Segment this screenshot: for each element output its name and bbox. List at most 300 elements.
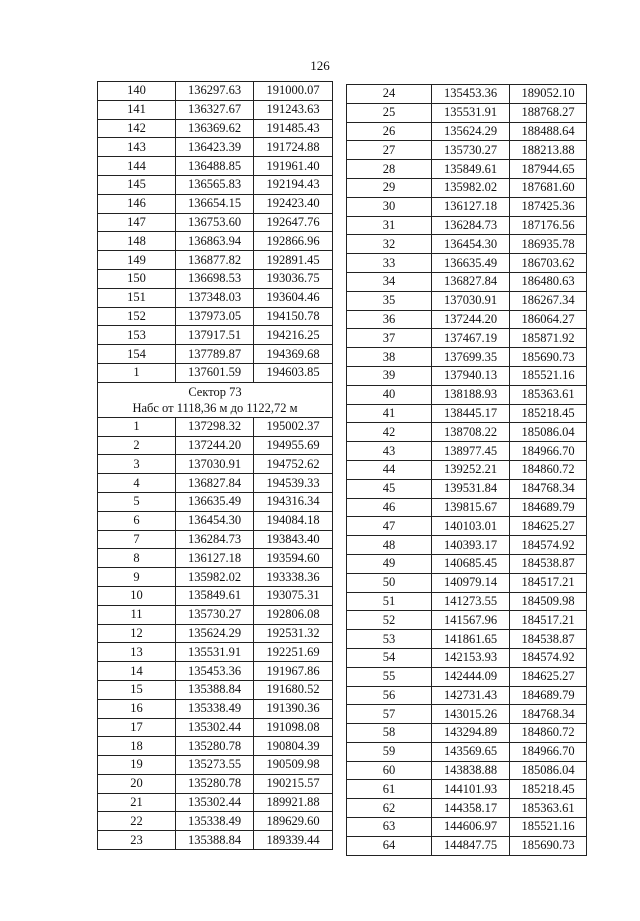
table-row bbox=[347, 254, 587, 273]
point-number-cell: 149 bbox=[98, 251, 176, 270]
x-coordinate-cell: 136654.15 bbox=[176, 194, 254, 213]
table-row bbox=[347, 761, 587, 780]
point-number-cell: 34 bbox=[347, 272, 432, 291]
table-row bbox=[347, 686, 587, 705]
point-number-cell: 26 bbox=[347, 122, 432, 141]
page-number: 126 bbox=[310, 58, 330, 73]
point-number-cell: 141 bbox=[98, 100, 176, 119]
table-row bbox=[98, 511, 333, 530]
y-coordinate-cell: 184860.72 bbox=[510, 460, 587, 479]
y-coordinate-cell: 184625.27 bbox=[510, 667, 587, 686]
table-row bbox=[347, 178, 587, 197]
point-number-cell: 145 bbox=[98, 175, 176, 194]
y-coordinate-cell: 193036.75 bbox=[254, 269, 333, 288]
point-number-cell: 60 bbox=[347, 761, 432, 780]
table-row bbox=[347, 799, 587, 818]
table-row bbox=[98, 175, 333, 194]
x-coordinate-cell: 140685.45 bbox=[432, 554, 510, 573]
y-coordinate-cell: 187944.65 bbox=[510, 160, 587, 179]
table-row bbox=[98, 812, 333, 831]
x-coordinate-cell: 138708.22 bbox=[432, 423, 510, 442]
y-coordinate-cell: 188213.88 bbox=[510, 141, 587, 160]
table-row bbox=[98, 662, 333, 681]
x-coordinate-cell: 142153.93 bbox=[432, 648, 510, 667]
x-coordinate-cell: 136635.49 bbox=[176, 492, 254, 511]
x-coordinate-cell: 144358.17 bbox=[432, 799, 510, 818]
point-number-cell: 24 bbox=[347, 85, 432, 104]
x-coordinate-cell: 135730.27 bbox=[176, 605, 254, 624]
point-number-cell: 13 bbox=[98, 643, 176, 662]
x-coordinate-cell: 144847.75 bbox=[432, 836, 510, 855]
point-number-cell: 153 bbox=[98, 326, 176, 345]
table-row bbox=[347, 122, 587, 141]
x-coordinate-cell: 135338.49 bbox=[176, 699, 254, 718]
table-row bbox=[98, 251, 333, 270]
table-row bbox=[347, 780, 587, 799]
point-number-cell: 150 bbox=[98, 269, 176, 288]
x-coordinate-cell: 135531.91 bbox=[176, 643, 254, 662]
table-row bbox=[98, 345, 333, 364]
y-coordinate-cell: 193338.36 bbox=[254, 568, 333, 587]
point-number-cell: 38 bbox=[347, 348, 432, 367]
table-row bbox=[98, 436, 333, 455]
table-row bbox=[347, 216, 587, 235]
point-number-cell: 33 bbox=[347, 254, 432, 273]
point-number-cell: 43 bbox=[347, 442, 432, 461]
y-coordinate-cell: 195002.37 bbox=[254, 417, 333, 436]
x-coordinate-cell: 137348.03 bbox=[176, 288, 254, 307]
point-number-cell: 144 bbox=[98, 157, 176, 176]
x-coordinate-cell: 140393.17 bbox=[432, 536, 510, 555]
y-coordinate-cell: 187425.36 bbox=[510, 197, 587, 216]
x-coordinate-cell: 137298.32 bbox=[176, 417, 254, 436]
table-row bbox=[98, 643, 333, 662]
table-row bbox=[347, 423, 587, 442]
x-coordinate-cell: 142444.09 bbox=[432, 667, 510, 686]
y-coordinate-cell: 184966.70 bbox=[510, 742, 587, 761]
y-coordinate-cell: 191390.36 bbox=[254, 699, 333, 718]
point-number-cell: 35 bbox=[347, 291, 432, 310]
y-coordinate-cell: 184509.98 bbox=[510, 592, 587, 611]
table-row bbox=[347, 291, 587, 310]
x-coordinate-cell: 136753.60 bbox=[176, 213, 254, 232]
table-row bbox=[98, 157, 333, 176]
x-coordinate-cell: 136565.83 bbox=[176, 175, 254, 194]
y-coordinate-cell: 186703.62 bbox=[510, 254, 587, 273]
x-coordinate-cell: 141567.96 bbox=[432, 611, 510, 630]
y-coordinate-cell: 193075.31 bbox=[254, 586, 333, 605]
x-coordinate-cell: 137601.59 bbox=[176, 363, 254, 382]
table-row bbox=[347, 348, 587, 367]
y-coordinate-cell: 190804.39 bbox=[254, 737, 333, 756]
point-number-cell: 20 bbox=[98, 774, 176, 793]
x-coordinate-cell: 143838.88 bbox=[432, 761, 510, 780]
y-coordinate-cell: 184517.21 bbox=[510, 611, 587, 630]
x-coordinate-cell: 136454.30 bbox=[176, 511, 254, 530]
x-coordinate-cell: 137917.51 bbox=[176, 326, 254, 345]
point-number-cell: 57 bbox=[347, 705, 432, 724]
point-number-cell: 45 bbox=[347, 479, 432, 498]
table-row bbox=[347, 103, 587, 122]
y-coordinate-cell: 185871.92 bbox=[510, 329, 587, 348]
y-coordinate-cell: 186064.27 bbox=[510, 310, 587, 329]
y-coordinate-cell: 192531.32 bbox=[254, 624, 333, 643]
point-number-cell: 4 bbox=[98, 474, 176, 493]
table-row bbox=[347, 310, 587, 329]
table-row bbox=[347, 630, 587, 649]
y-coordinate-cell: 184574.92 bbox=[510, 536, 587, 555]
table-row bbox=[347, 85, 587, 104]
y-coordinate-cell: 192891.45 bbox=[254, 251, 333, 270]
x-coordinate-cell: 135453.36 bbox=[176, 662, 254, 681]
table-row bbox=[347, 592, 587, 611]
x-coordinate-cell: 137467.19 bbox=[432, 329, 510, 348]
table-row bbox=[347, 160, 587, 179]
x-coordinate-cell: 136877.82 bbox=[176, 251, 254, 270]
y-coordinate-cell: 194216.25 bbox=[254, 326, 333, 345]
point-number-cell: 29 bbox=[347, 178, 432, 197]
y-coordinate-cell: 191485.43 bbox=[254, 119, 333, 138]
x-coordinate-cell: 135453.36 bbox=[432, 85, 510, 104]
y-coordinate-cell: 189339.44 bbox=[254, 831, 333, 850]
point-number-cell: 50 bbox=[347, 573, 432, 592]
point-number-cell: 53 bbox=[347, 630, 432, 649]
table-row bbox=[347, 648, 587, 667]
y-coordinate-cell: 192251.69 bbox=[254, 643, 333, 662]
table-row bbox=[98, 288, 333, 307]
point-number-cell: 23 bbox=[98, 831, 176, 850]
table-row bbox=[347, 235, 587, 254]
y-coordinate-cell: 194539.33 bbox=[254, 474, 333, 493]
x-coordinate-cell: 141273.55 bbox=[432, 592, 510, 611]
x-coordinate-cell: 135624.29 bbox=[176, 624, 254, 643]
y-coordinate-cell: 184689.79 bbox=[510, 686, 587, 705]
table-row bbox=[347, 554, 587, 573]
point-number-cell: 61 bbox=[347, 780, 432, 799]
table-row bbox=[98, 269, 333, 288]
table-row bbox=[347, 404, 587, 423]
x-coordinate-cell: 136127.18 bbox=[176, 549, 254, 568]
point-number-cell: 56 bbox=[347, 686, 432, 705]
point-number-cell: 62 bbox=[347, 799, 432, 818]
x-coordinate-cell: 136863.94 bbox=[176, 232, 254, 251]
y-coordinate-cell: 192866.96 bbox=[254, 232, 333, 251]
section-title: Сектор 73 bbox=[188, 384, 242, 399]
y-coordinate-cell: 185086.04 bbox=[510, 761, 587, 780]
x-coordinate-cell: 135531.91 bbox=[432, 103, 510, 122]
left-table-top-rows bbox=[98, 82, 333, 383]
x-coordinate-cell: 141861.65 bbox=[432, 630, 510, 649]
table-row bbox=[98, 699, 333, 718]
point-number-cell: 9 bbox=[98, 568, 176, 587]
y-coordinate-cell: 185218.45 bbox=[510, 780, 587, 799]
x-coordinate-cell: 137030.91 bbox=[432, 291, 510, 310]
point-number-cell: 147 bbox=[98, 213, 176, 232]
table-row bbox=[98, 138, 333, 157]
x-coordinate-cell: 136127.18 bbox=[432, 197, 510, 216]
table-row bbox=[347, 705, 587, 724]
y-coordinate-cell: 194316.34 bbox=[254, 492, 333, 511]
y-coordinate-cell: 191961.40 bbox=[254, 157, 333, 176]
x-coordinate-cell: 137244.20 bbox=[432, 310, 510, 329]
table-row bbox=[347, 573, 587, 592]
x-coordinate-cell: 137940.13 bbox=[432, 366, 510, 385]
table-row bbox=[347, 272, 587, 291]
x-coordinate-cell: 136297.63 bbox=[176, 82, 254, 101]
x-coordinate-cell: 136488.85 bbox=[176, 157, 254, 176]
y-coordinate-cell: 185521.16 bbox=[510, 818, 587, 837]
table-row bbox=[98, 831, 333, 850]
point-number-cell: 3 bbox=[98, 455, 176, 474]
section-header-row bbox=[98, 382, 333, 417]
point-number-cell: 54 bbox=[347, 648, 432, 667]
table-row bbox=[98, 586, 333, 605]
table-row bbox=[98, 417, 333, 436]
x-coordinate-cell: 135302.44 bbox=[176, 718, 254, 737]
x-coordinate-cell: 135730.27 bbox=[432, 141, 510, 160]
x-coordinate-cell: 135280.78 bbox=[176, 774, 254, 793]
x-coordinate-cell: 135388.84 bbox=[176, 831, 254, 850]
left-table-section bbox=[98, 382, 333, 417]
y-coordinate-cell: 185086.04 bbox=[510, 423, 587, 442]
point-number-cell: 2 bbox=[98, 436, 176, 455]
y-coordinate-cell: 193843.40 bbox=[254, 530, 333, 549]
table-row bbox=[98, 232, 333, 251]
point-number-cell: 18 bbox=[98, 737, 176, 756]
x-coordinate-cell: 140979.14 bbox=[432, 573, 510, 592]
table-row bbox=[347, 667, 587, 686]
table-row bbox=[347, 385, 587, 404]
y-coordinate-cell: 189052.10 bbox=[510, 85, 587, 104]
point-number-cell: 17 bbox=[98, 718, 176, 737]
point-number-cell: 1 bbox=[98, 417, 176, 436]
table-row bbox=[98, 100, 333, 119]
x-coordinate-cell: 135624.29 bbox=[432, 122, 510, 141]
table-row bbox=[98, 363, 333, 382]
x-coordinate-cell: 136423.39 bbox=[176, 138, 254, 157]
x-coordinate-cell: 135982.02 bbox=[176, 568, 254, 587]
point-number-cell: 10 bbox=[98, 586, 176, 605]
y-coordinate-cell: 186935.78 bbox=[510, 235, 587, 254]
table-row bbox=[98, 718, 333, 737]
point-number-cell: 39 bbox=[347, 366, 432, 385]
y-coordinate-cell: 194752.62 bbox=[254, 455, 333, 474]
point-number-cell: 16 bbox=[98, 699, 176, 718]
y-coordinate-cell: 193594.60 bbox=[254, 549, 333, 568]
y-coordinate-cell: 194369.68 bbox=[254, 345, 333, 364]
table-row bbox=[98, 119, 333, 138]
table-row bbox=[98, 307, 333, 326]
point-number-cell: 31 bbox=[347, 216, 432, 235]
y-coordinate-cell: 190509.98 bbox=[254, 756, 333, 775]
y-coordinate-cell: 192194.43 bbox=[254, 175, 333, 194]
table-row bbox=[98, 793, 333, 812]
x-coordinate-cell: 136698.53 bbox=[176, 269, 254, 288]
y-coordinate-cell: 191967.86 bbox=[254, 662, 333, 681]
x-coordinate-cell: 138445.17 bbox=[432, 404, 510, 423]
y-coordinate-cell: 185690.73 bbox=[510, 836, 587, 855]
table-row bbox=[347, 479, 587, 498]
point-number-cell: 52 bbox=[347, 611, 432, 630]
y-coordinate-cell: 191724.88 bbox=[254, 138, 333, 157]
table-row bbox=[98, 624, 333, 643]
point-number-cell: 12 bbox=[98, 624, 176, 643]
table-row bbox=[98, 605, 333, 624]
y-coordinate-cell: 185521.16 bbox=[510, 366, 587, 385]
point-number-cell: 28 bbox=[347, 160, 432, 179]
table-row bbox=[98, 568, 333, 587]
table-row bbox=[98, 82, 333, 101]
point-number-cell: 44 bbox=[347, 460, 432, 479]
table-row bbox=[347, 460, 587, 479]
point-number-cell: 47 bbox=[347, 517, 432, 536]
y-coordinate-cell: 188768.27 bbox=[510, 103, 587, 122]
table-row bbox=[347, 536, 587, 555]
point-number-cell: 63 bbox=[347, 818, 432, 837]
y-coordinate-cell: 192647.76 bbox=[254, 213, 333, 232]
x-coordinate-cell: 136454.30 bbox=[432, 235, 510, 254]
table-row bbox=[347, 197, 587, 216]
x-coordinate-cell: 136827.84 bbox=[176, 474, 254, 493]
table-row bbox=[98, 756, 333, 775]
table-row bbox=[98, 455, 333, 474]
y-coordinate-cell: 184768.34 bbox=[510, 479, 587, 498]
point-number-cell: 15 bbox=[98, 680, 176, 699]
point-number-cell: 146 bbox=[98, 194, 176, 213]
point-number-cell: 14 bbox=[98, 662, 176, 681]
table-row bbox=[347, 517, 587, 536]
point-number-cell: 11 bbox=[98, 605, 176, 624]
right-table-rows bbox=[347, 85, 587, 856]
x-coordinate-cell: 135338.49 bbox=[176, 812, 254, 831]
y-coordinate-cell: 185363.61 bbox=[510, 385, 587, 404]
point-number-cell: 5 bbox=[98, 492, 176, 511]
y-coordinate-cell: 184538.87 bbox=[510, 554, 587, 573]
point-number-cell: 37 bbox=[347, 329, 432, 348]
point-number-cell: 27 bbox=[347, 141, 432, 160]
point-number-cell: 7 bbox=[98, 530, 176, 549]
table-row bbox=[98, 194, 333, 213]
x-coordinate-cell: 137244.20 bbox=[176, 436, 254, 455]
y-coordinate-cell: 184538.87 bbox=[510, 630, 587, 649]
point-number-cell: 32 bbox=[347, 235, 432, 254]
point-number-cell: 55 bbox=[347, 667, 432, 686]
y-coordinate-cell: 192423.40 bbox=[254, 194, 333, 213]
x-coordinate-cell: 136827.84 bbox=[432, 272, 510, 291]
point-number-cell: 154 bbox=[98, 345, 176, 364]
table-row bbox=[347, 442, 587, 461]
x-coordinate-cell: 137789.87 bbox=[176, 345, 254, 364]
x-coordinate-cell: 143294.89 bbox=[432, 724, 510, 743]
table-row bbox=[347, 329, 587, 348]
point-number-cell: 1 bbox=[98, 363, 176, 382]
y-coordinate-cell: 186480.63 bbox=[510, 272, 587, 291]
x-coordinate-cell: 139531.84 bbox=[432, 479, 510, 498]
y-coordinate-cell: 185690.73 bbox=[510, 348, 587, 367]
y-coordinate-cell: 189921.88 bbox=[254, 793, 333, 812]
left-coordinates-table bbox=[97, 81, 333, 850]
table-row bbox=[98, 474, 333, 493]
y-coordinate-cell: 191243.63 bbox=[254, 100, 333, 119]
point-number-cell: 36 bbox=[347, 310, 432, 329]
point-number-cell: 46 bbox=[347, 498, 432, 517]
table-row bbox=[347, 611, 587, 630]
y-coordinate-cell: 184860.72 bbox=[510, 724, 587, 743]
section-header-cell bbox=[98, 382, 333, 417]
point-number-cell: 42 bbox=[347, 423, 432, 442]
table-row bbox=[98, 326, 333, 345]
right-coordinates-table bbox=[346, 84, 587, 856]
point-number-cell: 8 bbox=[98, 549, 176, 568]
point-number-cell: 59 bbox=[347, 742, 432, 761]
section-subtitle: Набс от 1118,36 м до 1122,72 м bbox=[132, 400, 298, 415]
point-number-cell: 49 bbox=[347, 554, 432, 573]
y-coordinate-cell: 194084.18 bbox=[254, 511, 333, 530]
y-coordinate-cell: 186267.34 bbox=[510, 291, 587, 310]
x-coordinate-cell: 138188.93 bbox=[432, 385, 510, 404]
x-coordinate-cell: 135388.84 bbox=[176, 680, 254, 699]
point-number-cell: 140 bbox=[98, 82, 176, 101]
table-row bbox=[347, 498, 587, 517]
table-row bbox=[347, 141, 587, 160]
x-coordinate-cell: 135273.55 bbox=[176, 756, 254, 775]
x-coordinate-cell: 136284.73 bbox=[176, 530, 254, 549]
y-coordinate-cell: 192806.08 bbox=[254, 605, 333, 624]
point-number-cell: 58 bbox=[347, 724, 432, 743]
point-number-cell: 41 bbox=[347, 404, 432, 423]
table-row bbox=[347, 724, 587, 743]
y-coordinate-cell: 194603.85 bbox=[254, 363, 333, 382]
x-coordinate-cell: 137699.35 bbox=[432, 348, 510, 367]
x-coordinate-cell: 136369.62 bbox=[176, 119, 254, 138]
x-coordinate-cell: 135849.61 bbox=[176, 586, 254, 605]
y-coordinate-cell: 189629.60 bbox=[254, 812, 333, 831]
y-coordinate-cell: 184517.21 bbox=[510, 573, 587, 592]
y-coordinate-cell: 191000.07 bbox=[254, 82, 333, 101]
x-coordinate-cell: 136327.67 bbox=[176, 100, 254, 119]
x-coordinate-cell: 142731.43 bbox=[432, 686, 510, 705]
y-coordinate-cell: 191098.08 bbox=[254, 718, 333, 737]
left-table-bottom-rows bbox=[98, 417, 333, 849]
table-row bbox=[347, 836, 587, 855]
table-row bbox=[98, 213, 333, 232]
table-row bbox=[98, 737, 333, 756]
x-coordinate-cell: 136284.73 bbox=[432, 216, 510, 235]
x-coordinate-cell: 139252.21 bbox=[432, 460, 510, 479]
table-row bbox=[98, 774, 333, 793]
y-coordinate-cell: 185363.61 bbox=[510, 799, 587, 818]
table-row bbox=[98, 549, 333, 568]
point-number-cell: 148 bbox=[98, 232, 176, 251]
x-coordinate-cell: 140103.01 bbox=[432, 517, 510, 536]
table-row bbox=[347, 818, 587, 837]
x-coordinate-cell: 138977.45 bbox=[432, 442, 510, 461]
x-coordinate-cell: 144606.97 bbox=[432, 818, 510, 837]
x-coordinate-cell: 143569.65 bbox=[432, 742, 510, 761]
point-number-cell: 19 bbox=[98, 756, 176, 775]
x-coordinate-cell: 135849.61 bbox=[432, 160, 510, 179]
y-coordinate-cell: 184689.79 bbox=[510, 498, 587, 517]
y-coordinate-cell: 185218.45 bbox=[510, 404, 587, 423]
point-number-cell: 6 bbox=[98, 511, 176, 530]
point-number-cell: 152 bbox=[98, 307, 176, 326]
y-coordinate-cell: 194150.78 bbox=[254, 307, 333, 326]
y-coordinate-cell: 184768.34 bbox=[510, 705, 587, 724]
point-number-cell: 25 bbox=[347, 103, 432, 122]
point-number-cell: 22 bbox=[98, 812, 176, 831]
x-coordinate-cell: 137030.91 bbox=[176, 455, 254, 474]
point-number-cell: 143 bbox=[98, 138, 176, 157]
